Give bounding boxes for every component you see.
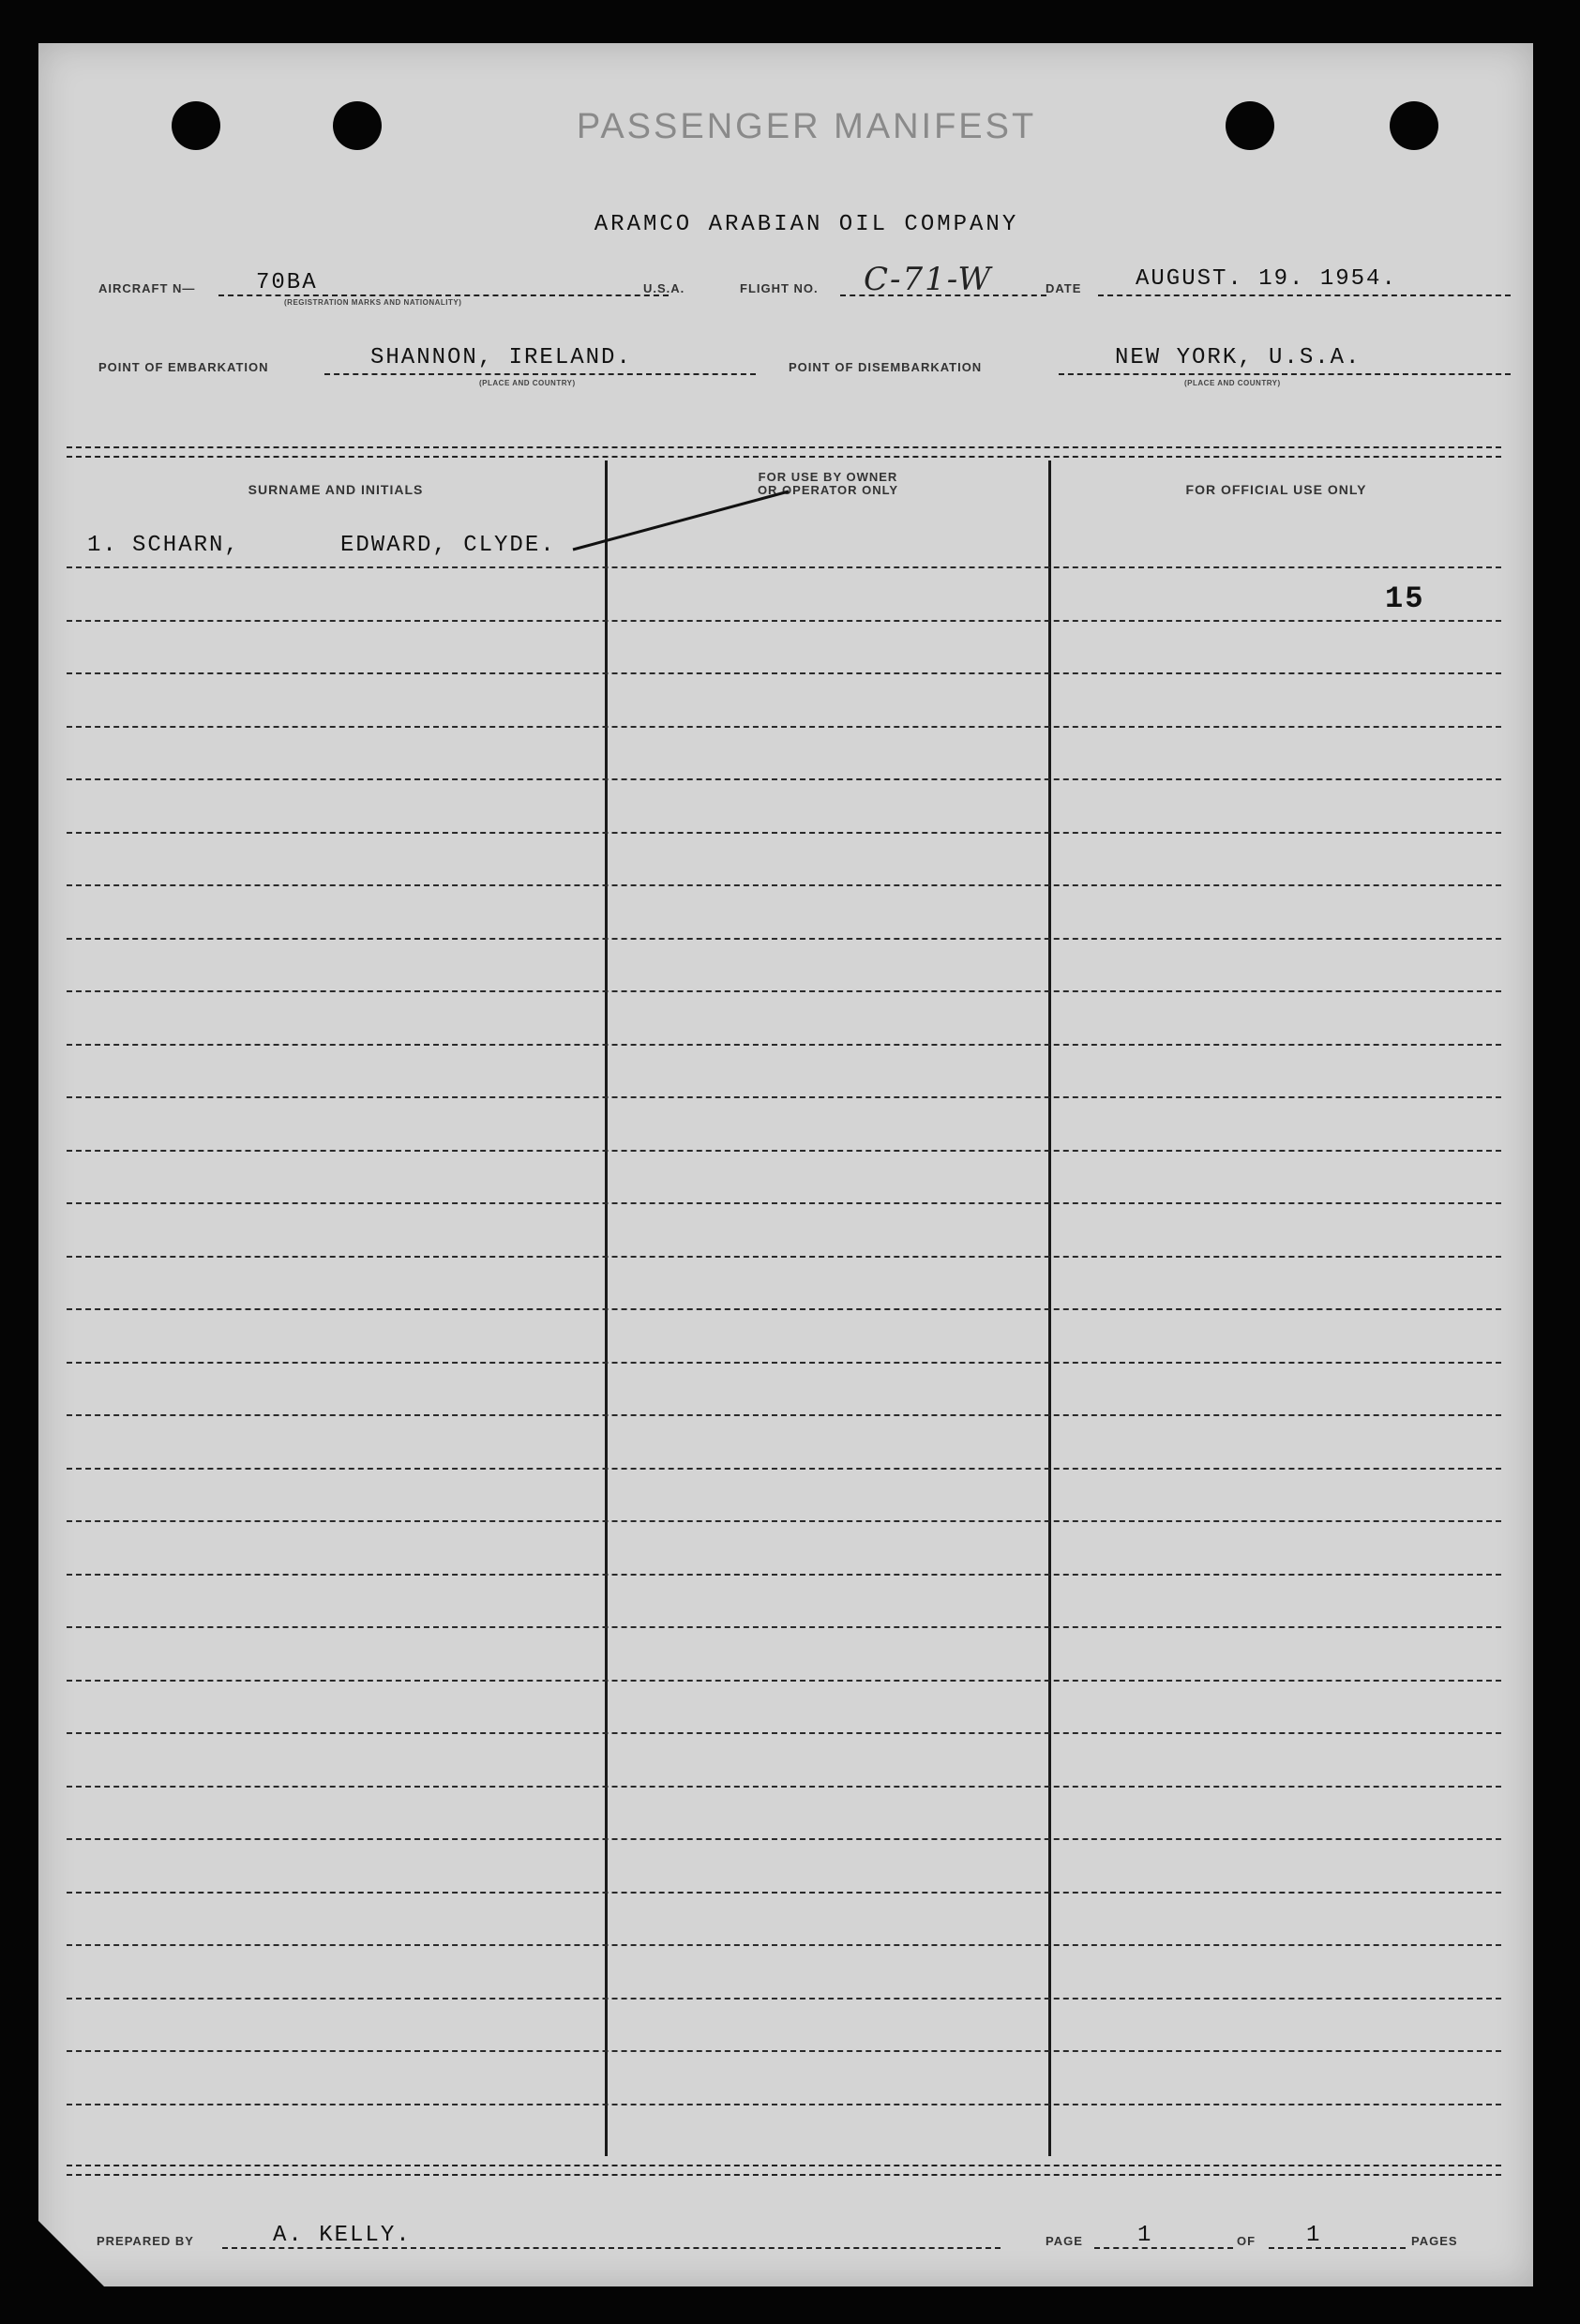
column-header-surname: SURNAME AND INITIALS xyxy=(248,482,424,497)
disembark-underline xyxy=(1059,373,1511,375)
table-row-line xyxy=(67,726,1501,728)
of-label: OF xyxy=(1237,2234,1256,2248)
embark-label: POINT OF EMBARKATION xyxy=(98,360,269,374)
punch-hole-right-2 xyxy=(1390,101,1438,150)
date-underline xyxy=(1098,294,1511,296)
manifest-title: PASSENGER MANIFEST xyxy=(576,107,1037,146)
table-row-line xyxy=(67,2104,1501,2105)
table-row-line xyxy=(67,620,1501,622)
prepared-by-label: PREPARED BY xyxy=(97,2234,194,2248)
page-value: 1 xyxy=(1137,2223,1151,2248)
table-row-line xyxy=(67,1892,1501,1894)
table-row-line xyxy=(67,778,1501,780)
aircraft-underline xyxy=(218,294,669,296)
page-label: PAGE xyxy=(1046,2234,1083,2248)
disembark-value: NEW YORK, U.S.A. xyxy=(1115,345,1362,370)
prepared-by-value: A. KELLY. xyxy=(273,2223,412,2248)
folded-corner xyxy=(38,2221,104,2286)
pen-stroke xyxy=(564,484,807,559)
table-row-line xyxy=(67,1362,1501,1364)
of-value: 1 xyxy=(1306,2223,1320,2248)
table-row-line xyxy=(67,1998,1501,2000)
table-row-line xyxy=(67,990,1501,992)
pages-label: PAGES xyxy=(1411,2234,1458,2248)
date-label: DATE xyxy=(1046,281,1082,295)
aircraft-caption: (REGISTRATION MARKS AND NATIONALITY) xyxy=(284,298,462,307)
passenger-surname: SCHARN, xyxy=(132,533,240,558)
table-row-line xyxy=(67,1256,1501,1258)
table-top-rule xyxy=(67,446,1501,458)
embark-value: SHANNON, IRELAND. xyxy=(370,345,632,370)
table-row-line xyxy=(67,884,1501,886)
manifest-sheet xyxy=(38,43,1533,2286)
disembark-caption: (PLACE AND COUNTRY) xyxy=(1184,379,1281,387)
table-bottom-rule xyxy=(67,2165,1501,2176)
table-row-line xyxy=(67,1468,1501,1470)
disembark-label: POINT OF DISEMBARKATION xyxy=(789,360,983,374)
table-row-line xyxy=(67,2050,1501,2052)
date-value: AUGUST. 19. 1954. xyxy=(1136,266,1397,292)
aircraft-value: 70BA xyxy=(256,270,318,295)
table-row-line xyxy=(67,1414,1501,1416)
table-row-line xyxy=(67,1044,1501,1046)
table-row-line xyxy=(67,1786,1501,1788)
embark-caption: (PLACE AND COUNTRY) xyxy=(479,379,576,387)
table-row-line xyxy=(67,1944,1501,1946)
table-row-line xyxy=(67,832,1501,834)
table-row-line xyxy=(67,1732,1501,1734)
prepared-by-underline xyxy=(222,2247,1001,2249)
aircraft-label: AIRCRAFT N— xyxy=(98,281,196,295)
official-annotation: 15 xyxy=(1385,581,1425,616)
table-row-line xyxy=(67,1096,1501,1098)
table-row-line xyxy=(67,566,1501,568)
table-row-line xyxy=(67,938,1501,940)
country-label: U.S.A. xyxy=(643,281,685,295)
punch-hole-left-2 xyxy=(333,101,382,150)
column-header-official: FOR OFFICIAL USE ONLY xyxy=(1185,482,1367,497)
of-underline xyxy=(1269,2247,1406,2249)
table-row-line xyxy=(67,1838,1501,1840)
punch-hole-right-1 xyxy=(1226,101,1274,150)
table-row-line xyxy=(67,1308,1501,1310)
flight-no-value: C-71-W xyxy=(864,261,993,298)
owner-header-line-2: OR OPERATOR ONLY xyxy=(757,483,899,497)
company-name: ARAMCO ARABIAN OIL COMPANY xyxy=(594,212,1019,237)
table-row-line xyxy=(67,1626,1501,1628)
table-row-line xyxy=(67,1202,1501,1204)
flight-no-underline xyxy=(840,294,1046,296)
flight-no-label: FLIGHT NO. xyxy=(740,281,819,295)
embark-underline xyxy=(324,373,756,375)
table-row-line xyxy=(67,672,1501,674)
table-row-line xyxy=(67,1574,1501,1576)
table-row-line xyxy=(67,1520,1501,1522)
punch-hole-left-1 xyxy=(172,101,220,150)
table-row-line xyxy=(67,1680,1501,1682)
passenger-number: 1. xyxy=(87,533,118,558)
passenger-given-names: EDWARD, CLYDE. xyxy=(340,533,556,558)
page-underline xyxy=(1094,2247,1233,2249)
table-row-line xyxy=(67,1150,1501,1152)
owner-header-line-1: FOR USE BY OWNER xyxy=(758,470,898,484)
